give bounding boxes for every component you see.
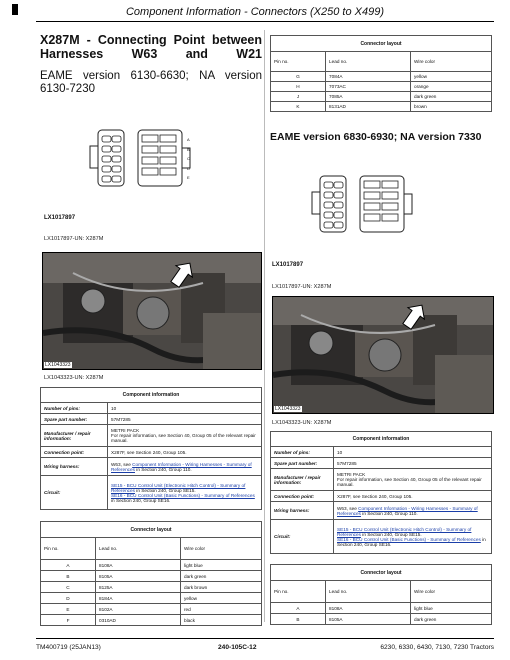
footer-rule: [36, 638, 494, 639]
component-info-table-right: Component information Number of pins: 10 Spare part number: 57M7285 Manufacturer / repair information: METRI PACK For repair information, see Section 40, Group 05 of the relevant repair manual. Connection point: X287F, see Section 240, Group 105. Wiring harness: W63, see Component Information - Wiring Harnesses - Summary of References in Section 240, Group 110. Circuit: SE15 - BCU Control Unit (Electronic Hitch Control) - Summary of References in Section 240, Group SE15. SE16 - BCU Control Unit (Basic Functions) - Summary of References in Section 240, Group SE16.: [270, 431, 492, 554]
component-info-table: Component information Number of pins: 10 Spare part number: 57M7285 Manufacturer / repair information: METRI PACK For repair information, see Section 40, Group 05 of the relevant repair manual. Connection point: X287F, see Section 240, Group 105. Wiring harness: W63, see Component Information - Wiring Harnesses - Summary of References in Section 240, Group 110. Circuit: SE15 - BCU Control Unit (Electronic Hitch Control) - Summary of References in Section 240, Group SE15. SE16 - BCU Control Unit (Basic Functions) - Summary of References in Section 240, Group SE16.: [40, 387, 262, 510]
table-row: C 8125A dark brown: [41, 582, 262, 593]
wiring-harness-link-right[interactable]: Component Information - Wiring Harnesses - Summary of References: [337, 505, 478, 516]
se15-link[interactable]: SE15 - BCU Control Unit (Electronic Hitch Control) - Summary of References: [111, 482, 246, 493]
connector-layout-table: Connector layout Pin no. Lead no. Wire color A 8108A light blue B 8105A dark green C 8125A dark brown D 8184A yellow E 8102A red F 0310AD black: [40, 521, 262, 626]
footer-doc-id: TM400719 (25JAN13): [36, 644, 101, 651]
se16-link[interactable]: SE16 - BCU Control Unit (Basic Functions) - Summary of References: [111, 492, 255, 498]
page-footer: [0, 638, 510, 660]
photo-caption: LX1043323-UN: X287M: [44, 375, 104, 381]
photo-tag-right: LX1043323: [275, 406, 301, 412]
table-row: G 7084A yellow: [271, 72, 492, 82]
header-rule: [36, 21, 494, 22]
figure-caption-right: LX1017897-UN: X287M: [272, 284, 332, 290]
table-row: F 0310AD black: [41, 615, 262, 626]
table-row: H 7073AC orange: [271, 82, 492, 92]
section-heading: X287M - Connecting Point between Harnesses W63 and W21: [40, 33, 262, 61]
table-row: K 8131AD brown: [271, 102, 492, 112]
column-divider: [264, 30, 265, 622]
table-caption: Component information: [41, 388, 262, 403]
connector-layout-table-top: Connector layout Pin no. Lead no. Wire color G 7084A yellow H 7073AC orange J 7085A dark green K 8131AD brown: [270, 35, 492, 112]
version-heading-right: EAME version 6830-6930; NA version 7330: [270, 131, 482, 143]
photo-caption-right: LX1043323-UN: X287M: [272, 420, 332, 426]
connector-diagram-right: [308, 172, 428, 236]
table-row: A 8108A light blue: [271, 603, 492, 614]
table-row: D 8184A yellow: [41, 593, 262, 604]
figure-label: LX1017897: [44, 215, 76, 221]
version-heading: EAME version 6130-6630; NA version 6130-7230: [40, 70, 262, 95]
table-row: B 8105A dark green: [271, 614, 492, 625]
page-title: Component Information - Connectors (X250 to X499): [125, 6, 385, 18]
figure-caption: LX1017897-UN: X287M: [44, 236, 104, 242]
table-row: J 7085A dark green: [271, 92, 492, 102]
harness-photo-right: [272, 296, 494, 414]
table-row: A 8108A light blue: [41, 560, 262, 571]
wiring-harness-link[interactable]: Component Information - Wiring Harnesses - Summary of References: [111, 461, 252, 472]
se16-link-right[interactable]: SE16 - BCU Control Unit (Basic Functions) - Summary of References: [337, 536, 481, 542]
se15-link-right[interactable]: SE15 - BCU Control Unit (Electronic Hitch Control) - Summary of References: [337, 526, 472, 537]
connector-pin-letters: A B C D E: [187, 137, 190, 180]
footer-models: 6230, 6330, 6430, 7130, 7230 Tractors: [380, 644, 494, 651]
table-row: E 8102A red: [41, 604, 262, 615]
photo-tag: LX1043323: [45, 362, 71, 368]
table-row: B 8105A dark green: [41, 571, 262, 582]
figure-label-right: LX1017897: [272, 262, 304, 268]
harness-photo: [42, 252, 262, 370]
footer-page-number: 240-105C-12: [218, 644, 257, 651]
page-header: [0, 0, 510, 24]
connector-layout-table-right: Connector layout Pin no. Lead no. Wire color A 8108A light blue B 8105A dark green: [270, 564, 492, 625]
